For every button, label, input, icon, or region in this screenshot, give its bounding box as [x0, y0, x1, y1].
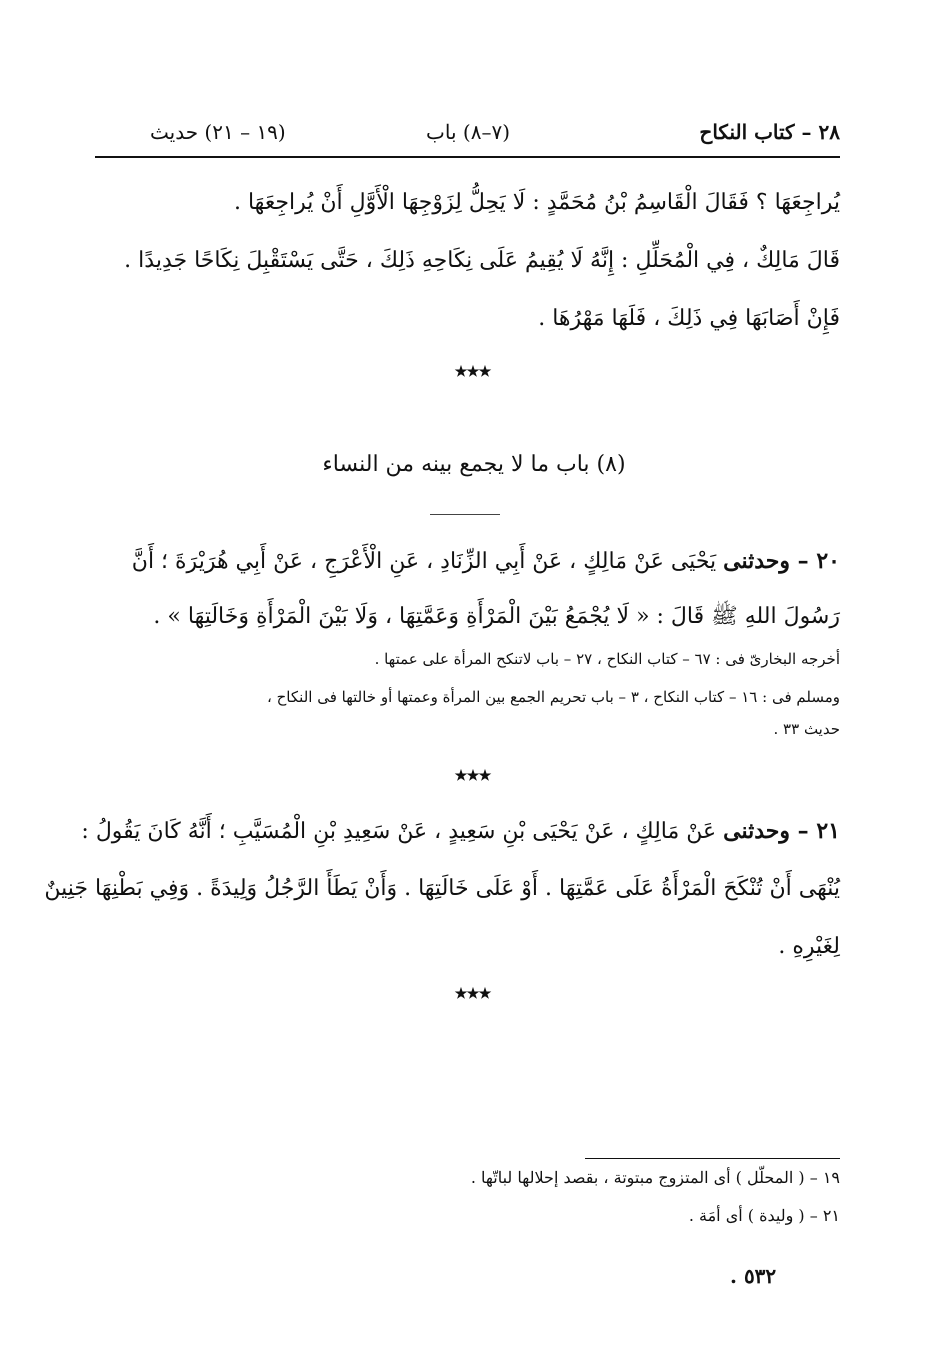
page-number: ٥٣٢ .: [730, 1264, 777, 1288]
hadith-21-line-2: يُنْهَى أَنْ تُنْكَحَ الْمَرْأَةُ عَلَى عَمَّتِهَا . أَوْ عَلَى خَالَتِهَا . وَأَنْ يَطَأَ الرَّجُلُ وَلِيدَةً . وَفِي بَطْنِهَا جَنِينٌ: [44, 876, 840, 901]
header-rule: [95, 156, 840, 158]
footnote-21: ٢١ – ( وليدة ) أى أمَة .: [688, 1206, 840, 1225]
text-line: يُراجِعَهَا ؟ فَقَالَ الْقَاسِمُ بْنُ مُحَمَّدٍ : لَا يَحِلُّ لِزَوْجِهَا الْأَوَّلِ أَنْ يُراجِعَهَا .: [233, 190, 840, 215]
running-header: [95, 120, 840, 154]
chapter-title: (٨) باب ما لا يجمع بينه من النساء: [322, 452, 626, 477]
text-line: فَإِنْ أَصَابَهَا فِي ذَلِكَ ، فَلَهَا مَهْرُهَا .: [538, 306, 840, 331]
separator-stars: ٭٭٭: [455, 980, 491, 1006]
header-hadith-range: (١٩ – ٢١) حديث: [150, 120, 286, 144]
hadith-20-number: ٢٠ – وحدثنى: [723, 548, 840, 574]
hadith-21-line-3: لِغَيْرِهِ .: [778, 934, 840, 959]
hadith-20-reference: ومسلم فى : ١٦ – كتاب النكاح ، ٣ – باب تحريم الجمع بين المرأة وعمتها أو خالتها فى النكاح ،: [267, 688, 840, 706]
hadith-21-line-1: [81, 818, 840, 844]
separator-stars: ٭٭٭: [455, 762, 491, 788]
hadith-20-chain: يَحْيَى عَنْ مَالِكٍ ، عَنْ أَبِي الزِّنَادِ ، عَنِ الْأَعْرَجِ ، عَنْ أَبِي هُرَيْرَةَ ؛ أَنَّ: [131, 549, 717, 574]
header-chapter: (٧–٨) باب: [426, 120, 510, 144]
separator-stars: ٭٭٭: [455, 358, 491, 384]
text-line: قَالَ مَالِكٌ ، فِي الْمُحَلِّلِ : إِنَّهُ لَا يُقِيمُ عَلَى نِكَاحِهِ ذَلِكَ ، حَتَّى يَسْتَقْبِلَ نِكَاحًا جَدِيدًا .: [124, 248, 840, 273]
hadith-20-reference: أخرجه البخارىّ فى : ٦٧ – كتاب النكاح ، ٢٧ – باب لاتنكح المرأة على عمتها .: [374, 650, 840, 668]
hadith-21-number: ٢١ – وحدثنى: [723, 818, 840, 844]
footnote-19: ١٩ – ( المحلّل ) أى المتزوج مبتوتة ، بقصد إحلالها لباتّها .: [470, 1168, 840, 1187]
chapter-rule: [430, 514, 500, 515]
footnote-rule: [585, 1158, 840, 1159]
hadith-20-line-1: [132, 548, 840, 574]
hadith-20-line-2: رَسُولَ اللهِ ﷺ قَالَ : « لَا يُجْمَعُ بَيْنَ الْمَرْأَةِ وَعَمَّتِهَا ، وَلَا بَيْنَ الْمَرْأَةِ وَخَالَتِهَا » .: [153, 604, 840, 629]
hadith-21-chain: عَنْ مَالِكٍ ، عَنْ يَحْيَى بْنِ سَعِيدٍ ، عَنْ سَعِيدِ بْنِ الْمُسَيَّبِ ؛ أَنَّهُ كَانَ يَقُولُ :: [81, 819, 717, 844]
hadith-20-reference: حديث ٣٣ .: [773, 720, 840, 738]
header-book-title: ٢٨ – كتاب النكاح: [699, 120, 840, 144]
